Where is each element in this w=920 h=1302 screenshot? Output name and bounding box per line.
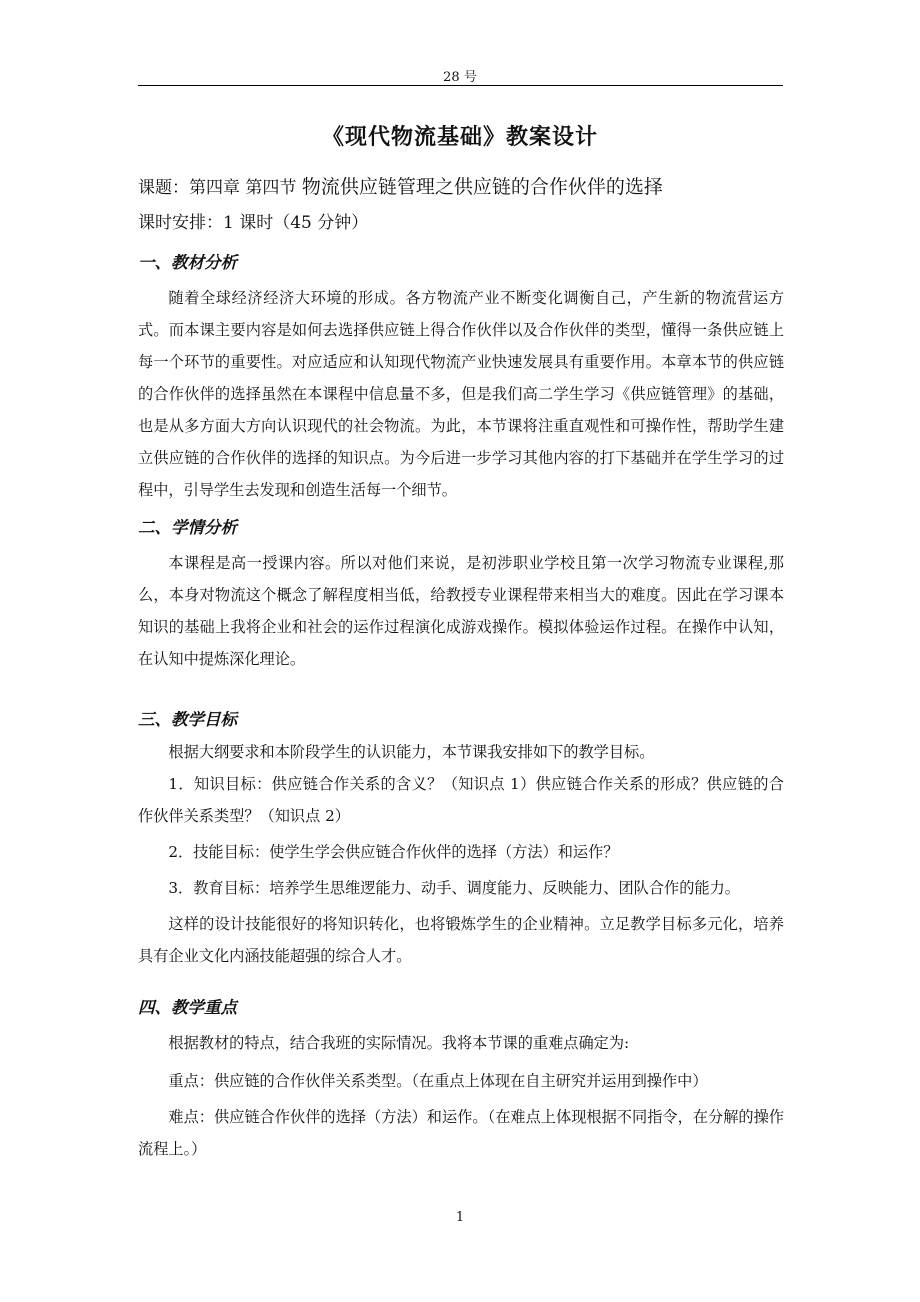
paragraph-goals-intro: 根据大纲要求和本阶段学生的认识能力，本节课我安排如下的教学目标。: [168, 743, 655, 761]
paragraph-goal-education: 3．教育目标：培养学生思维逻能力、动手、调度能力、反映能力、团队合作的能力。: [168, 879, 740, 897]
paragraph-key-point: 重点：供应链的合作伙伴关系类型。（在重点上体现在自主研究并运用到操作中）: [168, 1072, 708, 1090]
section-heading-student-analysis: 二、学情分析: [138, 518, 237, 537]
section-heading-teaching-focus: 四、教学重点: [138, 998, 237, 1017]
header-rule: [138, 85, 783, 86]
paragraph-textbook-analysis: 随着全球经济经济大环境的形成。各方物流产业不断变化调衡自己，产生新的物流营运方式。而本课主要内容是如何去选择供应链上得合作伙伴以及合作伙伴的类型，懂得一条供应链上每一个环节的重要性。对应适应和认知现代物流产业快速发展具有重要作用。本章本节的供应链的合作伙伴的选择虽然在本课程中信息量不多，但是我们高二学生学习《供应链管理》的基础，也是从多方面大方向认识现代的社会物流。为此，本节课将注重直观性和可操作性，帮助学生建立供应链的合作伙伴的选择的知识点。为今后进一步学习其他内容的打下基础并在学生学习的过程中，引导学生去发现和创造生活每一个细节。: [138, 289, 784, 499]
paragraph-student-analysis: 本课程是高一授课内容。所以对他们来说，是初涉职业学校且第一次学习物流专业课程,那么，本身对物流这个概念了解程度相当低，给教授专业课程带来相当大的难度。因此在学习课本知识的基础上我将企业和社会的运作过程演化成游戏操作。模拟体验运作过程。在操作中认知，在认知中提炼深化理论。: [138, 554, 784, 668]
topic-text: 物流供应链管理之供应链的合作伙伴的选择: [301, 176, 663, 198]
section-heading-teaching-goals: 三、教学目标: [138, 710, 237, 729]
section-heading-textbook-analysis: 一、教材分析: [138, 253, 237, 272]
paragraph-focus-intro: 根据教材的特点，结合我班的实际情况。我将本节课的重难点确定为:: [168, 1034, 630, 1052]
paragraph-difficult-point: 难点：供应链合作伙伴的选择（方法）和运作。（在难点上体现根据不同指令，在分解的操作流程上。）: [138, 1108, 784, 1158]
paragraph-goal-knowledge: 1．知识目标：供应链合作关系的含义？（知识点 1）供应链合作关系的形成？供应链的合作伙伴关系类型？（知识点 2）: [138, 775, 784, 825]
page-number: 1: [455, 1210, 465, 1225]
document-title: 《现代物流基础》教案设计: [321, 124, 598, 150]
topic-label: 课题：第四章 第四节: [138, 178, 297, 198]
schedule-line: 课时安排：1 课时（45 分钟）: [138, 213, 369, 233]
topic-line: [138, 172, 798, 199]
paragraph-goals-summary: 这样的设计技能很好的将知识转化，也将锻炼学生的企业精神。立足教学目标多元化，培养具有企业文化内涵技能超强的综合人才。: [138, 915, 784, 965]
paragraph-goal-skill: 2．技能目标：使学生学会供应链合作伙伴的选择（方法）和运作？: [168, 843, 619, 861]
header-number: 28 号: [443, 70, 477, 85]
